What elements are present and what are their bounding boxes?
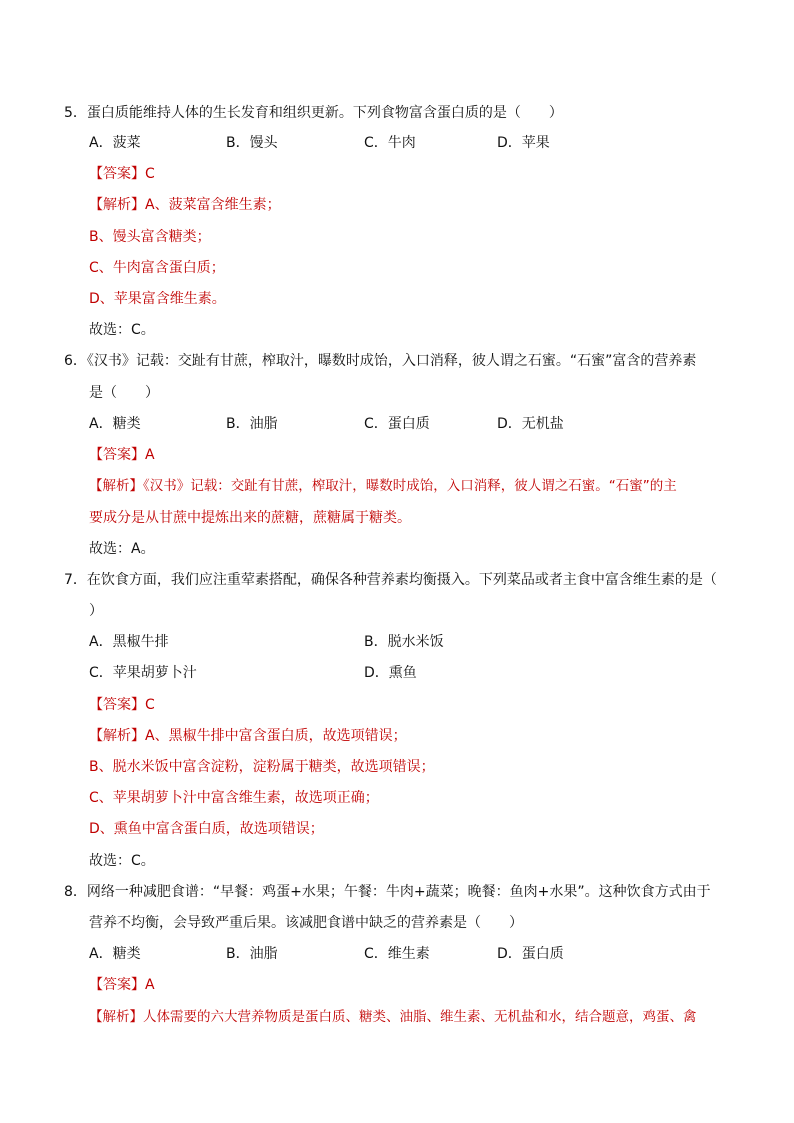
analysis-text: A、黑椒牛排中富含蛋白质，故选项错误；	[145, 728, 407, 744]
q8-option-d: D．蛋白质	[497, 946, 564, 962]
q8-answer	[89, 975, 155, 995]
q5-option-a: A．菠菜	[89, 135, 141, 151]
q6-stem-line1: 6．《汉书》记载：交趾有甘蔗，榨取汁，曝数时成饴，入口消释，彼人谓之石蜜。“石蜜”富含的营养素	[64, 353, 697, 369]
analysis-text: 人体需要的六大营养物质是蛋白质、糖类、油脂、维生素、无机盐和水，结合题意，鸡蛋、禽	[143, 1009, 697, 1025]
q8-option-c: C．维生素	[364, 946, 430, 962]
q7-option-b: B．脱水米饭	[364, 634, 444, 650]
q8-stem-line1: 8．网络一种减肥食谱：“早餐：鸡蛋+水果；午餐：牛肉+蔬菜；晚餐：鱼肉+水果”。这种饮食方式由于	[64, 884, 711, 900]
analysis-tag: 【解析】	[89, 728, 145, 744]
q5-option-b: B．馒头	[226, 135, 278, 151]
q8-option-a: A．糖类	[89, 946, 141, 962]
answer-tag: 【答案】	[89, 697, 145, 713]
answer-tag: 【答案】	[89, 166, 145, 182]
q6-option-b: B．油脂	[226, 416, 278, 432]
answer-value: A	[145, 977, 155, 993]
analysis-tag: 【解析】	[89, 197, 145, 213]
q5-analysis-1	[89, 195, 281, 215]
q6-option-c: C．蛋白质	[364, 416, 430, 432]
q6-option-d: D．无机盐	[497, 416, 564, 432]
q6-answer	[89, 445, 155, 465]
q5-analysis-2: B、馒头富含糖类；	[89, 229, 211, 245]
answer-value: C	[145, 166, 155, 182]
q7-analysis-3: C、苹果胡萝卜汁中富含维生素，故选项正确；	[89, 790, 379, 806]
q6-analysis-2: 要成分是从甘蔗中提炼出来的蔗糖，蔗糖属于糖类。	[89, 510, 411, 526]
q7-option-d: D．熏鱼	[364, 665, 417, 681]
q8-stem-line2: 营养不均衡，会导致严重后果。该减肥食谱中缺乏的营养素是（ ）	[89, 915, 523, 931]
answer-tag: 【答案】	[89, 447, 145, 463]
q7-stem-line2: ）	[89, 603, 103, 619]
q7-option-c: C．苹果胡萝卜汁	[89, 665, 197, 681]
q7-analysis-2: B、脱水米饭中富含淀粉，淀粉属于糖类，故选项错误；	[89, 759, 435, 775]
analysis-text: A、菠菜富含维生素；	[145, 197, 281, 213]
q5-analysis-3: C、牛肉富含蛋白质；	[89, 260, 225, 276]
q7-answer	[89, 695, 155, 715]
q7-analysis-4: D、熏鱼中富含蛋白质，故选项错误；	[89, 821, 324, 837]
q5-answer	[89, 164, 155, 184]
q7-stem-line1: 7．在饮食方面，我们应注重荤素搭配，确保各种营养素均衡摄入。下列菜品或者主食中富含维生素的是（	[64, 572, 717, 588]
q5-conclusion: 故选：C。	[89, 322, 155, 338]
q6-stem-line2: 是（ ）	[89, 385, 159, 401]
q7-conclusion: 故选：C。	[89, 853, 155, 869]
q5-option-d: D．苹果	[497, 135, 550, 151]
analysis-tag: 【解析】	[89, 478, 143, 494]
q5-analysis-4: D、苹果富含维生素。	[89, 291, 226, 307]
q6-option-a: A．糖类	[89, 416, 141, 432]
q6-analysis-1	[89, 476, 677, 496]
analysis-tag: 【解析】	[89, 1009, 143, 1025]
q8-analysis-1	[89, 1007, 697, 1027]
answer-value: C	[145, 697, 155, 713]
q7-option-a: A．黑椒牛排	[89, 634, 169, 650]
q7-analysis-1	[89, 726, 407, 746]
answer-tag: 【答案】	[89, 977, 145, 993]
q5-option-c: C．牛肉	[364, 135, 416, 151]
answer-value: A	[145, 447, 155, 463]
q5-stem: 5．蛋白质能维持人体的生长发育和组织更新。下列食物富含蛋白质的是（ ）	[64, 105, 563, 121]
q8-option-b: B．油脂	[226, 946, 278, 962]
analysis-text: 《汉书》记载：交趾有甘蔗，榨取汁，曝数时成饴，入口消释，彼人谓之石蜜。“石蜜”的主	[143, 478, 677, 494]
q6-conclusion: 故选：A。	[89, 541, 155, 557]
